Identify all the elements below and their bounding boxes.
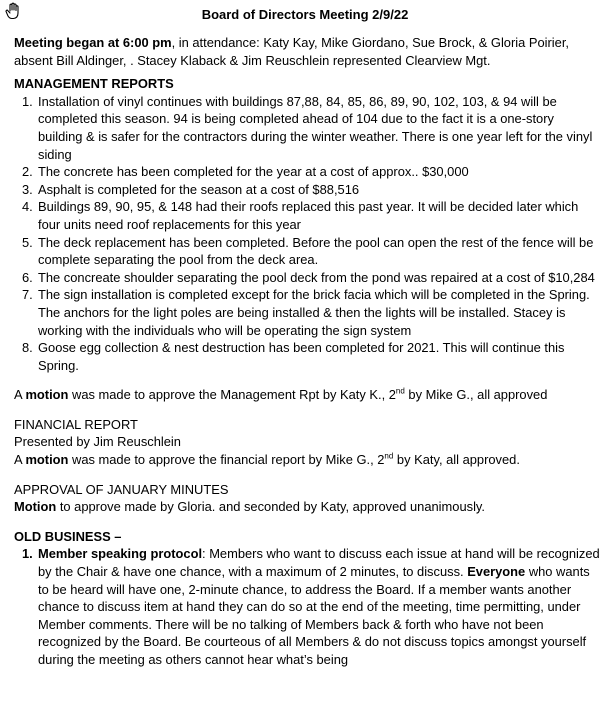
list-item: 6. The concreate shoulder separating the pool deck from the pond was repaired at a cost of $10,284 [22,269,595,285]
list-item: 4. Buildings 89, 90, 95, & 148 had their roofs replaced this past year. It will be decided later which four units need roof replacements for this year [22,199,579,232]
document-body [14,34,600,669]
attendance-text: , in attendance: Katy Kay, Mike Giordano, Sue Brock, & Gloria Poirier, absent Bill Aldinger, . Stacey Klaback & Jim Reuschlein represented Clearview Mgt. [14,35,570,68]
financial-motion: A motion was made to approve the financial report by Mike G., 2nd by Katy, all approved. [14,451,520,468]
old-business-heading: OLD BUSINESS – [14,528,122,544]
list-item: 2. The concrete has been completed for the year at a cost of approx.. $30,000 [22,164,469,180]
management-heading: MANAGEMENT REPORTS [14,76,174,92]
management-motion: A motion was made to approve the Management Rpt by Katy K., 2nd by Mike G., all approved [14,386,548,403]
meeting-start-label: Meeting began at 6:00 pm [14,35,172,50]
management-list [14,93,600,375]
minutes-heading: APPROVAL OF JANUARY MINUTES [14,481,229,497]
old-business-list [14,545,600,668]
page-title: Board of Directors Meeting 2/9/22 [201,7,409,22]
financial-heading: FINANCIAL REPORT [14,416,138,432]
meeting-intro [14,34,600,69]
list-item: 3. Asphalt is completed for the season at a cost of $88,516 [22,181,360,197]
list-item: 1. Installation of vinyl continues with buildings 87,88, 84, 85, 86, 89, 90, 102, 103, & 94 will be completed this season. 94 is being completed ahead of 104 due to the fact it is a one-story building & is safer for the contractors during the winter weather. There is one year left for the vinyl siding [22,93,593,162]
minutes-motion: Motion to approve made by Gloria. and seconded by Katy, approved unanimously. [14,499,486,515]
list-item: 1. Member speaking protocol: Members who want to discuss each issue at hand will be recognized by the Chair & have one chance, with a maximum of 2 minutes, to discuss. Everyone who wants to be heard will have one, 2-minute chance, to address the Board. If a member wants another chance to discuss item at hand they can do so at the end of the meeting, time permitting, under Member comments. There will be no talking of Members back & forth who have not been recognized by the Board. Be courteous of all Members & do not discuss topics amongst yourself during the meeting as others cannot hear what’s being [22,546,600,667]
financial-presenter: Presented by Jim Reuschlein [14,434,181,450]
list-item: 7. The sign installation is completed except for the brick facia which will be completed in the Spring. The anchors for the light poles are being installed & then the lights will be installed. Stacey is working with the individuals who will be operating the sign system [22,287,590,338]
list-item: 8. Goose egg collection & nest destruction has been completed for 2021. This will continue this Spring. [22,340,565,373]
list-item: 5. The deck replacement has been completed. Before the pool can open the rest of the fence will be complete separating the pool from the deck area. [22,234,594,268]
